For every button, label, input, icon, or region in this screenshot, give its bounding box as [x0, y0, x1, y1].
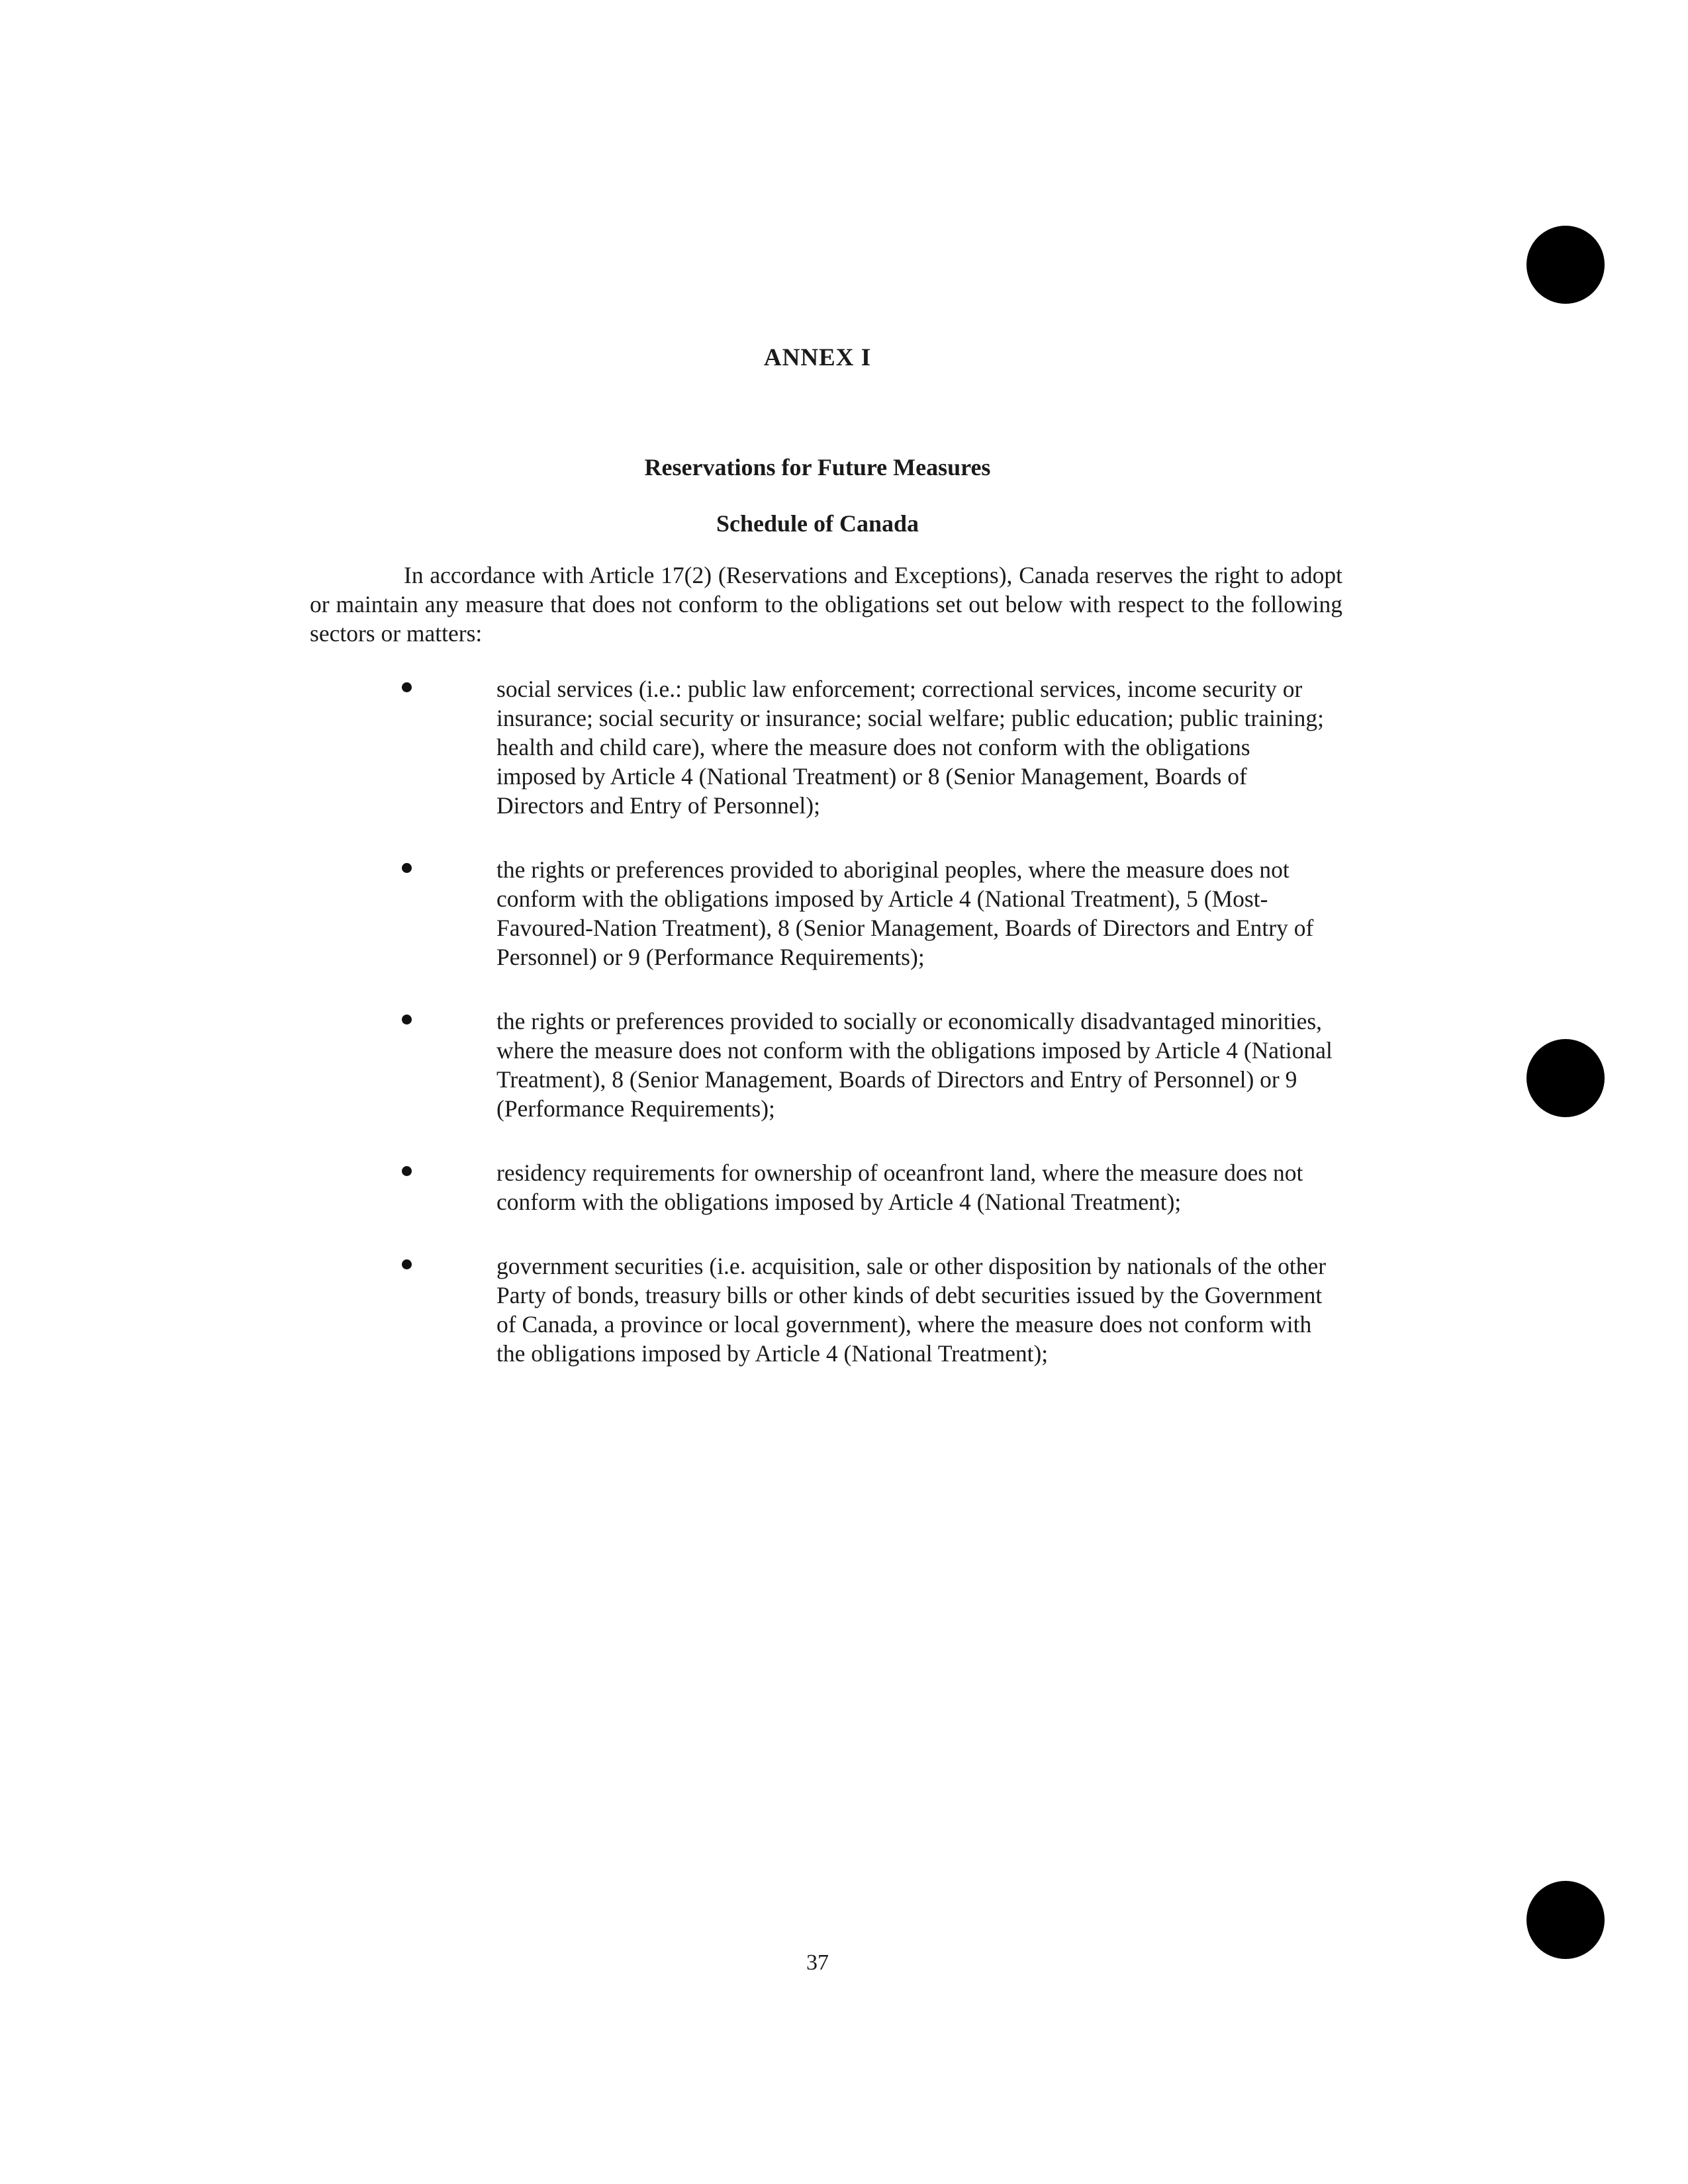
- page-number: 37: [806, 1950, 829, 1975]
- list-item: [0, 674, 1688, 820]
- bullet-icon: [402, 1015, 412, 1024]
- punch-hole-bottom: [1526, 1881, 1605, 1959]
- reservations-list: [0, 674, 1688, 1403]
- list-item-text: government securities (i.e. acquisition, sale or other disposition by nationals of the other Party of bonds, treasury bills or other kinds of debt securities issued by the Government of Canada, a province or local government), where the measure does not conform with the obligations imposed by Article 4 (National Treatment);: [496, 1253, 1327, 1367]
- list-item-text: the rights or preferences provided to aboriginal peoples, where the measure does not conform with the obligations imposed by Article 4 (National Treatment), 5 (Most-Favoured-Nation Treatment), 8 (Senior Management, Boards of Directors and Entry of Personnel) or 9 (Performance Requirements);: [496, 856, 1314, 970]
- section-title: Reservations for Future Measures: [644, 454, 991, 480]
- list-item: [0, 1007, 1688, 1123]
- bullet-icon: [402, 1259, 412, 1269]
- list-item-text: the rights or preferences provided to socially or economically disadvantaged minorities, where the measure does not conform with the obligations imposed by Article 4 (National Treatment), 8 (Senior Management, Boards of Directors and Entry of Personnel) or 9 (Performance Requirements);: [496, 1008, 1333, 1122]
- list-item: [0, 855, 1688, 972]
- list-item: [0, 1251, 1688, 1368]
- schedule-title: Schedule of Canada: [716, 510, 919, 537]
- bullet-icon: [402, 682, 412, 692]
- intro-paragraph: In accordance with Article 17(2) (Reservations and Exceptions), Canada reserves the right to adopt or maintain any measure that does not conform to the obligations set out below with respect to the following sectors or matters:: [310, 562, 1342, 647]
- bullet-icon: [402, 863, 412, 873]
- list-item-text: social services (i.e.: public law enforcement; correctional services, income security or insurance; social security or insurance; social welfare; public education; public training; health and child care), where the measure does not conform with the obligations imposed by Article 4 (National Treatment) or 8 (Senior Management, Boards of Directors and Entry of Personnel);: [496, 676, 1324, 819]
- bullet-icon: [402, 1166, 412, 1176]
- annex-title: ANNEX I: [763, 344, 872, 371]
- list-item-text: residency requirements for ownership of oceanfront land, where the measure does not conform with the obligations imposed by Article 4 (National Treatment);: [496, 1160, 1303, 1215]
- list-item: [0, 1158, 1688, 1216]
- punch-hole-top: [1526, 226, 1605, 304]
